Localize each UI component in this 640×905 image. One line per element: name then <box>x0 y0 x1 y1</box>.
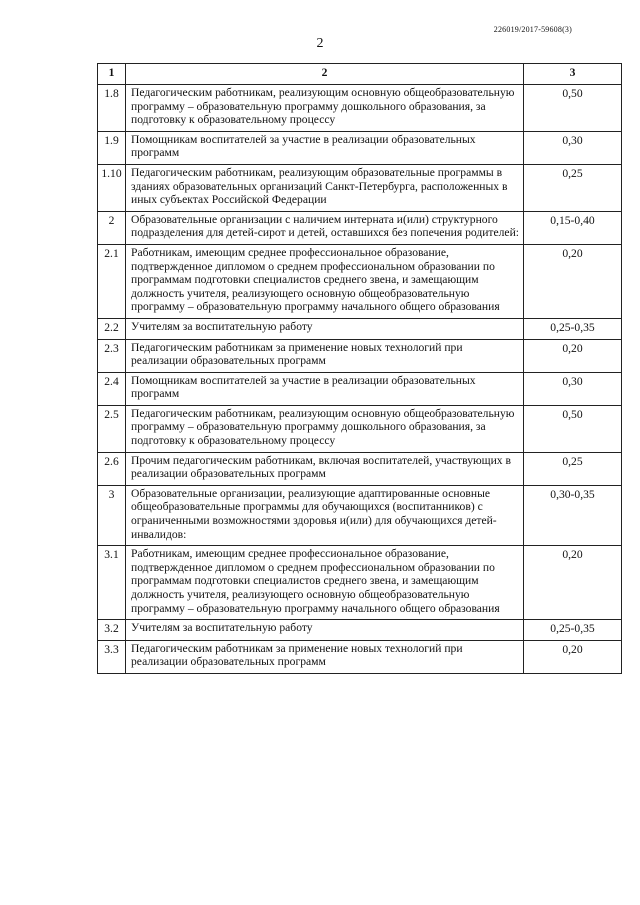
row-description: Учителям за воспитательную работу <box>126 318 524 339</box>
row-description: Педагогическим работникам, реализующим основную общеобразовательную программу – образовательную программу дошкольного образования, за подготовку к образовательному процессу <box>126 85 524 132</box>
row-coefficient: 0,50 <box>524 405 622 452</box>
row-description: Помощникам воспитателей за участие в реализации образовательных программ <box>126 372 524 405</box>
row-number: 3.2 <box>98 620 126 641</box>
row-coefficient: 0,25-0,35 <box>524 620 622 641</box>
row-description: Работникам, имеющим среднее профессиональное образование, подтвержденное дипломом о среднем профессиональном образовании по программам подготовки специалистов среднего звена, и замещающим должность учителя, реализующего основную общеобразовательную программу – образовательную программу начального общего образования <box>126 546 524 620</box>
table-row <box>98 452 622 485</box>
row-coefficient: 0,20 <box>524 546 622 620</box>
table-body <box>98 85 622 674</box>
row-coefficient: 0,20 <box>524 339 622 372</box>
row-number: 2.4 <box>98 372 126 405</box>
row-coefficient: 0,25 <box>524 164 622 211</box>
row-coefficient: 0,50 <box>524 85 622 132</box>
row-coefficient: 0,15-0,40 <box>524 211 622 244</box>
allowance-coefficients-table <box>97 63 622 674</box>
table-row <box>98 640 622 673</box>
row-description: Учителям за воспитательную работу <box>126 620 524 641</box>
table-row <box>98 85 622 132</box>
row-coefficient: 0,20 <box>524 640 622 673</box>
row-coefficient: 0,30 <box>524 131 622 164</box>
row-number: 3 <box>98 485 126 545</box>
table-row <box>98 318 622 339</box>
row-coefficient: 0,30-0,35 <box>524 485 622 545</box>
row-coefficient: 0,25-0,35 <box>524 318 622 339</box>
table-row <box>98 405 622 452</box>
row-number: 2 <box>98 211 126 244</box>
table-row <box>98 620 622 641</box>
table-row <box>98 164 622 211</box>
row-number: 2.6 <box>98 452 126 485</box>
row-number: 2.3 <box>98 339 126 372</box>
row-description: Образовательные организации, реализующие адаптированные основные общеобразовательные программы для обучающихся (воспитанников) с ограниченными возможностями здоровья и(или) для обучающихся детей-инвалидов: <box>126 485 524 545</box>
column-header-number: 1 <box>98 64 126 85</box>
table-header-row <box>98 64 622 85</box>
row-coefficient: 0,20 <box>524 244 622 318</box>
table-row <box>98 211 622 244</box>
row-number: 3.1 <box>98 546 126 620</box>
row-number: 1.9 <box>98 131 126 164</box>
row-description: Педагогическим работникам за применение новых технологий при реализации образовательных программ <box>126 339 524 372</box>
row-number: 1.8 <box>98 85 126 132</box>
document-registration-number: 226019/2017-59608(3) <box>493 25 572 34</box>
column-header-coefficient: 3 <box>524 64 622 85</box>
page-number: 2 <box>316 36 324 51</box>
row-coefficient: 0,30 <box>524 372 622 405</box>
row-number: 3.3 <box>98 640 126 673</box>
row-number: 2.2 <box>98 318 126 339</box>
table-row <box>98 372 622 405</box>
row-description: Помощникам воспитателей за участие в реализации образовательных программ <box>126 131 524 164</box>
table-row <box>98 131 622 164</box>
table-row <box>98 485 622 545</box>
row-number: 1.10 <box>98 164 126 211</box>
row-description: Прочим педагогическим работникам, включая воспитателей, участвующих в реализации образовательных программ <box>126 452 524 485</box>
row-description: Педагогическим работникам, реализующим образовательные программы в зданиях образовательных организаций Санкт-Петербурга, расположенных в иных субъектах Российской Федерации <box>126 164 524 211</box>
row-description: Работникам, имеющим среднее профессиональное образование, подтвержденное дипломом о среднем профессиональном образовании по программам подготовки специалистов среднего звена, и замещающим должность учителя, реализующего основную общеобразовательную программу – образовательную программу начального общего образования <box>126 244 524 318</box>
row-coefficient: 0,25 <box>524 452 622 485</box>
row-number: 2.5 <box>98 405 126 452</box>
row-description: Педагогическим работникам, реализующим основную общеобразовательную программу – образовательную программу дошкольного образования, за подготовку к образовательному процессу <box>126 405 524 452</box>
table-row <box>98 339 622 372</box>
table-row <box>98 546 622 620</box>
row-number: 2.1 <box>98 244 126 318</box>
row-description: Педагогическим работникам за применение новых технологий при реализации образовательных программ <box>126 640 524 673</box>
table-row <box>98 244 622 318</box>
row-description: Образовательные организации с наличием интерната и(или) структурного подразделения для детей-сирот и детей, оставшихся без попечения родителей: <box>126 211 524 244</box>
column-header-description: 2 <box>126 64 524 85</box>
